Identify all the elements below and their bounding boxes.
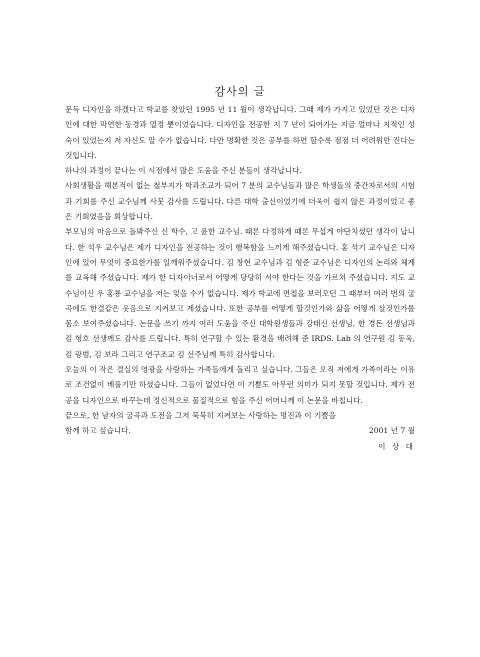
paragraph-transition: 하나의 과정이 끝나는 이 시점에서 많은 도움을 주신 분들이 생각납니다. bbox=[65, 166, 302, 176]
paragraph-family: 오늘의 이 작은 결실의 영광을 사랑하는 가족들에게 돌리고 싶습니다. 그들은 오직 저에게 가족이라는 이유로 조건없이 베풀기만 하셨습니다. 그들이 없었다면 이 기쁨도 아무런 의미가 되지 못할 것입니다. 제가 전공을 디자인으로 바꾸는데 정신적으로 물질적으로 힘을 주신 어머니께 이 논문을 바칩니다. bbox=[65, 365, 415, 405]
document-body bbox=[65, 102, 415, 454]
page-title: 감사의 글 bbox=[214, 85, 266, 98]
paragraph-intro: 문득 디자인을 하겠다고 학교를 찾았던 1995 년 11 월이 생각납니다. 그때 제가 가지고 있었던 것은 디자인에 대한 막연한 동경과 열정 뿐이었습니다. 디자인을 전공한 지 7 년이 되어가는 지금 얼마나 지적인 성숙이 있었는지 저 자신도 알 수가 없습니다. 다만 명확한 것은 공부를 하면 할수록 점점 더 어려워만 진다는 것입니다. bbox=[65, 105, 415, 160]
closing-line-end: 함께 하고 싶습니다. bbox=[65, 426, 131, 436]
date: 2001 년 7 월 bbox=[368, 426, 415, 436]
author-signature: 이 상 대 bbox=[378, 441, 415, 451]
paragraph-assistant: 사회생활을 해본적이 없는 철부지가 학과조교가 되어 7 분의 교수님들과 많은 학생들의 중간자로서의 시험과 기회를 주신 교수님께 사뭇 감사를 드립니다. 다른 대학 출신이었기에 더욱이 쉽지 않은 과정이었고 좋은 기회였음을 회상합니다. bbox=[65, 181, 415, 222]
closing-row bbox=[65, 423, 415, 438]
closing-line: 끝으로, 한 남자의 굴곡과 도전을 그저 묵묵히 지켜보는 사랑하는 명진과 이 기쁨을 bbox=[65, 410, 337, 420]
paragraph-professors: 부모님의 마음으로 돌봐주신 신 학수, 고 윤한 교수님. 때론 다정하게 때론 무섭게 야단치셨던 생각이 납니다. 한 석우 교수님은 제가 디자인을 전공하는 것이 행복함을 느끼게 해주셨습니다. 홍 석기 교수님은 디자인에 있어 무엇이 중요한가를 일깨워주셨습니다. 김 창현 교수님과 김 형준 교수님은 디자인의 논리와 체계를 교육해 주셨습니다. 제가 한 디자이너로서 어떻게 당당히 서야 한다는 것을 가르쳐 주셨습니다. 지도 교수님이신 우 홍룡 교수님을 저는 잊을 수가 없습니다. 제가 학교에 면접을 보러오던 그 때부터 여러 번의 굴곡에도 한결같은 웃음으로 지켜보고 계셨습니다. 또한 공부를 어떻게 할것인가와 삶을 어떻게 살것인가를 몸소 보여주셨습니다. 논문을 쓰기 까지 여러 도움을 주신 대학원생들과 강태신 선생님, 한 경돈 선생님과 김 형호 선생께도 감사를 드립니다. 특히 연구할 수 있는 환경을 배려해 준 IRDS. Lab 의 연구원 김 동욱, 김 광범, 김 보라 그리고 연구조교 김 선주님께 특히 감사합니다. bbox=[65, 227, 415, 359]
